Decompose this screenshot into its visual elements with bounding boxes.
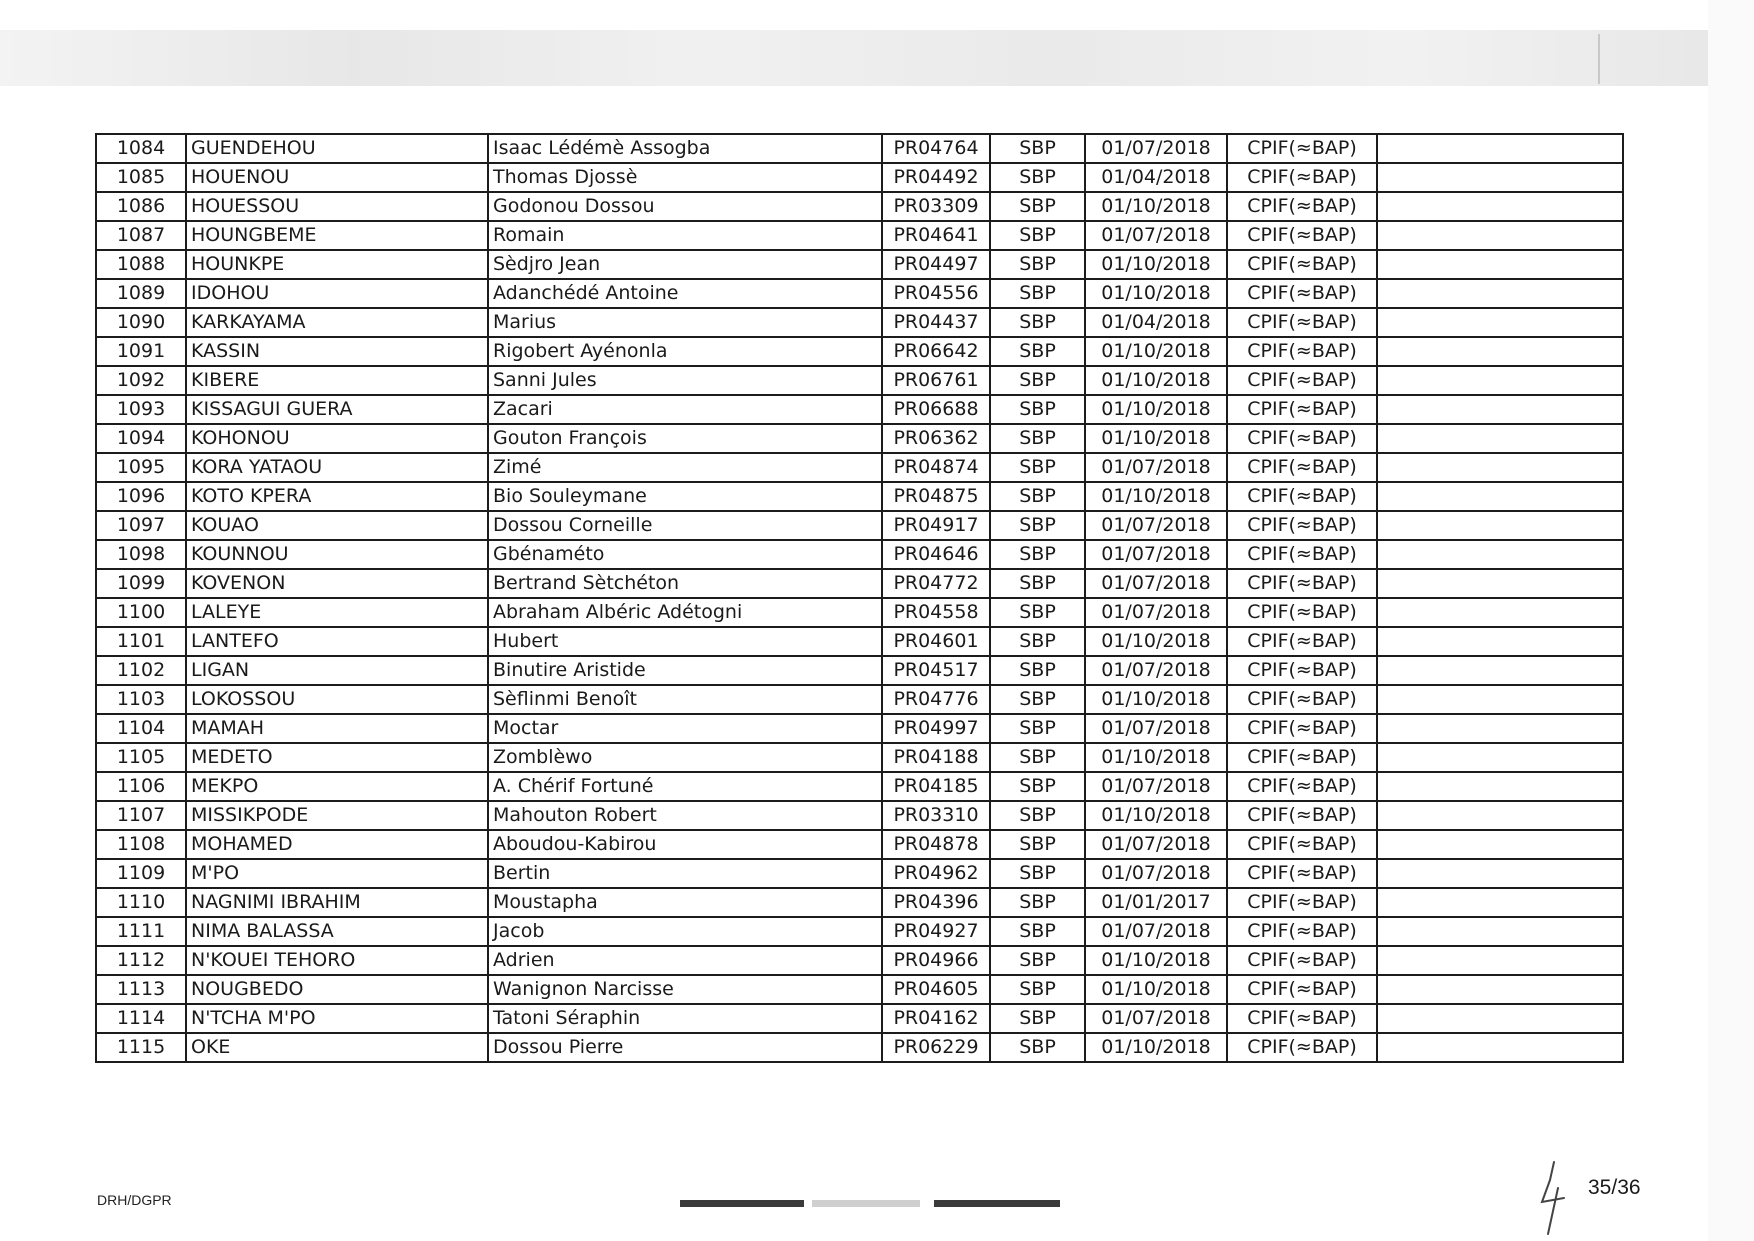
matricule-cell: PR04641 [882, 221, 990, 250]
effective-date-cell: 01/10/2018 [1085, 337, 1227, 366]
category-cell: SBP [990, 279, 1085, 308]
row-number-cell: 1104 [96, 714, 186, 743]
empty-cell [1377, 888, 1623, 917]
category-cell: SBP [990, 946, 1085, 975]
matricule-cell: PR04601 [882, 627, 990, 656]
last-name-cell: HOUENOU [186, 163, 488, 192]
first-names-cell: Abraham Albéric Adétogni [488, 598, 882, 627]
category-cell: SBP [990, 917, 1085, 946]
matricule-cell: PR04492 [882, 163, 990, 192]
table-row [96, 946, 1623, 975]
effective-date-cell: 01/07/2018 [1085, 772, 1227, 801]
first-names-cell: Tatoni Séraphin [488, 1004, 882, 1033]
last-name-cell: MEDETO [186, 743, 488, 772]
first-names-cell: Binutire Aristide [488, 656, 882, 685]
category-cell: SBP [990, 337, 1085, 366]
category-cell: SBP [990, 685, 1085, 714]
row-number-cell: 1097 [96, 511, 186, 540]
empty-cell [1377, 192, 1623, 221]
category-cell: SBP [990, 888, 1085, 917]
table-row [96, 395, 1623, 424]
empty-cell [1377, 917, 1623, 946]
table-row [96, 569, 1623, 598]
category-cell: SBP [990, 250, 1085, 279]
table-row [96, 656, 1623, 685]
effective-date-cell: 01/07/2018 [1085, 540, 1227, 569]
status-cell: CPIF(≈BAP) [1227, 975, 1377, 1004]
first-names-cell: Moctar [488, 714, 882, 743]
matricule-cell: PR04875 [882, 482, 990, 511]
matricule-cell: PR03309 [882, 192, 990, 221]
matricule-cell: PR04497 [882, 250, 990, 279]
matricule-cell: PR04188 [882, 743, 990, 772]
status-cell: CPIF(≈BAP) [1227, 656, 1377, 685]
last-name-cell: LANTEFO [186, 627, 488, 656]
table-row [96, 714, 1623, 743]
personnel-table-body [96, 134, 1623, 1062]
personnel-table [95, 133, 1624, 1063]
table-row [96, 134, 1623, 163]
matricule-cell: PR04772 [882, 569, 990, 598]
row-number-cell: 1109 [96, 859, 186, 888]
effective-date-cell: 01/01/2017 [1085, 888, 1227, 917]
table-row [96, 511, 1623, 540]
category-cell: SBP [990, 743, 1085, 772]
effective-date-cell: 01/07/2018 [1085, 830, 1227, 859]
empty-cell [1377, 772, 1623, 801]
table-row [96, 772, 1623, 801]
empty-cell [1377, 337, 1623, 366]
matricule-cell: PR04437 [882, 308, 990, 337]
status-cell: CPIF(≈BAP) [1227, 917, 1377, 946]
effective-date-cell: 01/04/2018 [1085, 163, 1227, 192]
category-cell: SBP [990, 830, 1085, 859]
footer-scan-bar [812, 1200, 920, 1207]
last-name-cell: LALEYE [186, 598, 488, 627]
first-names-cell: A. Chérif Fortuné [488, 772, 882, 801]
empty-cell [1377, 366, 1623, 395]
status-cell: CPIF(≈BAP) [1227, 134, 1377, 163]
first-names-cell: Jacob [488, 917, 882, 946]
effective-date-cell: 01/10/2018 [1085, 627, 1227, 656]
table-row [96, 1004, 1623, 1033]
row-number-cell: 1087 [96, 221, 186, 250]
last-name-cell: LIGAN [186, 656, 488, 685]
empty-cell [1377, 598, 1623, 627]
status-cell: CPIF(≈BAP) [1227, 308, 1377, 337]
matricule-cell: PR03310 [882, 801, 990, 830]
matricule-cell: PR04878 [882, 830, 990, 859]
category-cell: SBP [990, 569, 1085, 598]
category-cell: SBP [990, 598, 1085, 627]
effective-date-cell: 01/07/2018 [1085, 221, 1227, 250]
first-names-cell: Dossou Corneille [488, 511, 882, 540]
last-name-cell: NAGNIMI IBRAHIM [186, 888, 488, 917]
table-row [96, 975, 1623, 1004]
row-number-cell: 1101 [96, 627, 186, 656]
empty-cell [1377, 482, 1623, 511]
first-names-cell: Gbénaméto [488, 540, 882, 569]
last-name-cell: KOVENON [186, 569, 488, 598]
last-name-cell: GUENDEHOU [186, 134, 488, 163]
table-row [96, 917, 1623, 946]
empty-cell [1377, 656, 1623, 685]
effective-date-cell: 01/10/2018 [1085, 975, 1227, 1004]
status-cell: CPIF(≈BAP) [1227, 627, 1377, 656]
category-cell: SBP [990, 772, 1085, 801]
first-names-cell: Thomas Djossè [488, 163, 882, 192]
scan-right-edge [1708, 0, 1754, 1241]
last-name-cell: N'KOUEI TEHORO [186, 946, 488, 975]
table-row [96, 453, 1623, 482]
first-names-cell: Aboudou-Kabirou [488, 830, 882, 859]
row-number-cell: 1110 [96, 888, 186, 917]
last-name-cell: KASSIN [186, 337, 488, 366]
category-cell: SBP [990, 395, 1085, 424]
empty-cell [1377, 163, 1623, 192]
footer-department: DRH/DGPR [97, 1192, 172, 1208]
row-number-cell: 1108 [96, 830, 186, 859]
first-names-cell: Sanni Jules [488, 366, 882, 395]
table-row [96, 482, 1623, 511]
empty-cell [1377, 1004, 1623, 1033]
category-cell: SBP [990, 511, 1085, 540]
last-name-cell: HOUNGBEME [186, 221, 488, 250]
first-names-cell: Bertrand Sètchéton [488, 569, 882, 598]
effective-date-cell: 01/10/2018 [1085, 946, 1227, 975]
row-number-cell: 1090 [96, 308, 186, 337]
category-cell: SBP [990, 163, 1085, 192]
empty-cell [1377, 801, 1623, 830]
matricule-cell: PR04764 [882, 134, 990, 163]
effective-date-cell: 01/10/2018 [1085, 250, 1227, 279]
last-name-cell: LOKOSSOU [186, 685, 488, 714]
last-name-cell: N'TCHA M'PO [186, 1004, 488, 1033]
first-names-cell: Zimé [488, 453, 882, 482]
matricule-cell: PR04776 [882, 685, 990, 714]
table-row [96, 366, 1623, 395]
status-cell: CPIF(≈BAP) [1227, 1033, 1377, 1062]
first-names-cell: Zacari [488, 395, 882, 424]
last-name-cell: NIMA BALASSA [186, 917, 488, 946]
table-row [96, 627, 1623, 656]
table-row [96, 337, 1623, 366]
effective-date-cell: 01/04/2018 [1085, 308, 1227, 337]
table-row [96, 598, 1623, 627]
row-number-cell: 1107 [96, 801, 186, 830]
row-number-cell: 1103 [96, 685, 186, 714]
table-row [96, 830, 1623, 859]
first-names-cell: Dossou Pierre [488, 1033, 882, 1062]
first-names-cell: Sèdjro Jean [488, 250, 882, 279]
first-names-cell: Wanignon Narcisse [488, 975, 882, 1004]
table-row [96, 424, 1623, 453]
effective-date-cell: 01/07/2018 [1085, 917, 1227, 946]
row-number-cell: 1102 [96, 656, 186, 685]
matricule-cell: PR04185 [882, 772, 990, 801]
last-name-cell: HOUNKPE [186, 250, 488, 279]
status-cell: CPIF(≈BAP) [1227, 453, 1377, 482]
matricule-cell: PR04558 [882, 598, 990, 627]
empty-cell [1377, 685, 1623, 714]
empty-cell [1377, 569, 1623, 598]
status-cell: CPIF(≈BAP) [1227, 685, 1377, 714]
table-row [96, 279, 1623, 308]
matricule-cell: PR04646 [882, 540, 990, 569]
row-number-cell: 1113 [96, 975, 186, 1004]
category-cell: SBP [990, 424, 1085, 453]
matricule-cell: PR06761 [882, 366, 990, 395]
effective-date-cell: 01/10/2018 [1085, 743, 1227, 772]
effective-date-cell: 01/10/2018 [1085, 482, 1227, 511]
matricule-cell: PR06688 [882, 395, 990, 424]
last-name-cell: OKE [186, 1033, 488, 1062]
empty-cell [1377, 859, 1623, 888]
row-number-cell: 1111 [96, 917, 186, 946]
status-cell: CPIF(≈BAP) [1227, 482, 1377, 511]
page-number: 35/36 [1588, 1176, 1641, 1199]
category-cell: SBP [990, 1004, 1085, 1033]
empty-cell [1377, 453, 1623, 482]
status-cell: CPIF(≈BAP) [1227, 192, 1377, 221]
effective-date-cell: 01/07/2018 [1085, 714, 1227, 743]
category-cell: SBP [990, 859, 1085, 888]
empty-cell [1377, 511, 1623, 540]
last-name-cell: KISSAGUI GUERA [186, 395, 488, 424]
first-names-cell: Gouton François [488, 424, 882, 453]
status-cell: CPIF(≈BAP) [1227, 540, 1377, 569]
footer-scan-bar [680, 1200, 804, 1207]
table-row [96, 743, 1623, 772]
table-row [96, 1033, 1623, 1062]
status-cell: CPIF(≈BAP) [1227, 772, 1377, 801]
table-row [96, 221, 1623, 250]
first-names-cell: Isaac Lédémè Assogba [488, 134, 882, 163]
footer-scan-bar [934, 1200, 1060, 1207]
status-cell: CPIF(≈BAP) [1227, 337, 1377, 366]
table-row [96, 250, 1623, 279]
matricule-cell: PR04556 [882, 279, 990, 308]
matricule-cell: PR04605 [882, 975, 990, 1004]
status-cell: CPIF(≈BAP) [1227, 395, 1377, 424]
category-cell: SBP [990, 656, 1085, 685]
last-name-cell: KIBERE [186, 366, 488, 395]
row-number-cell: 1093 [96, 395, 186, 424]
first-names-cell: Adrien [488, 946, 882, 975]
status-cell: CPIF(≈BAP) [1227, 569, 1377, 598]
empty-cell [1377, 743, 1623, 772]
last-name-cell: M'PO [186, 859, 488, 888]
empty-cell [1377, 395, 1623, 424]
row-number-cell: 1114 [96, 1004, 186, 1033]
effective-date-cell: 01/07/2018 [1085, 656, 1227, 685]
row-number-cell: 1094 [96, 424, 186, 453]
status-cell: CPIF(≈BAP) [1227, 830, 1377, 859]
row-number-cell: 1095 [96, 453, 186, 482]
empty-cell [1377, 540, 1623, 569]
scan-header-mark [1598, 34, 1600, 84]
effective-date-cell: 01/10/2018 [1085, 279, 1227, 308]
effective-date-cell: 01/07/2018 [1085, 1004, 1227, 1033]
matricule-cell: PR04162 [882, 1004, 990, 1033]
empty-cell [1377, 627, 1623, 656]
matricule-cell: PR06642 [882, 337, 990, 366]
category-cell: SBP [990, 975, 1085, 1004]
category-cell: SBP [990, 482, 1085, 511]
row-number-cell: 1089 [96, 279, 186, 308]
status-cell: CPIF(≈BAP) [1227, 598, 1377, 627]
row-number-cell: 1085 [96, 163, 186, 192]
category-cell: SBP [990, 1033, 1085, 1062]
status-cell: CPIF(≈BAP) [1227, 511, 1377, 540]
matricule-cell: PR04917 [882, 511, 990, 540]
category-cell: SBP [990, 366, 1085, 395]
status-cell: CPIF(≈BAP) [1227, 1004, 1377, 1033]
matricule-cell: PR04997 [882, 714, 990, 743]
last-name-cell: KOHONOU [186, 424, 488, 453]
first-names-cell: Godonou Dossou [488, 192, 882, 221]
first-names-cell: Zomblèwo [488, 743, 882, 772]
last-name-cell: KORA YATAOU [186, 453, 488, 482]
row-number-cell: 1115 [96, 1033, 186, 1062]
empty-cell [1377, 221, 1623, 250]
effective-date-cell: 01/10/2018 [1085, 366, 1227, 395]
effective-date-cell: 01/07/2018 [1085, 134, 1227, 163]
table-row [96, 859, 1623, 888]
last-name-cell: MEKPO [186, 772, 488, 801]
empty-cell [1377, 250, 1623, 279]
table-row [96, 685, 1623, 714]
effective-date-cell: 01/07/2018 [1085, 569, 1227, 598]
empty-cell [1377, 308, 1623, 337]
effective-date-cell: 01/10/2018 [1085, 1033, 1227, 1062]
empty-cell [1377, 714, 1623, 743]
first-names-cell: Bertin [488, 859, 882, 888]
category-cell: SBP [990, 801, 1085, 830]
handwritten-initials [1520, 1158, 1584, 1238]
empty-cell [1377, 830, 1623, 859]
first-names-cell: Sèflinmi Benoît [488, 685, 882, 714]
matricule-cell: PR06362 [882, 424, 990, 453]
row-number-cell: 1099 [96, 569, 186, 598]
table-row [96, 801, 1623, 830]
status-cell: CPIF(≈BAP) [1227, 801, 1377, 830]
row-number-cell: 1098 [96, 540, 186, 569]
category-cell: SBP [990, 540, 1085, 569]
category-cell: SBP [990, 453, 1085, 482]
status-cell: CPIF(≈BAP) [1227, 743, 1377, 772]
table-row [96, 308, 1623, 337]
first-names-cell: Moustapha [488, 888, 882, 917]
first-names-cell: Marius [488, 308, 882, 337]
status-cell: CPIF(≈BAP) [1227, 163, 1377, 192]
category-cell: SBP [990, 221, 1085, 250]
effective-date-cell: 01/07/2018 [1085, 598, 1227, 627]
empty-cell [1377, 424, 1623, 453]
row-number-cell: 1091 [96, 337, 186, 366]
row-number-cell: 1106 [96, 772, 186, 801]
status-cell: CPIF(≈BAP) [1227, 221, 1377, 250]
category-cell: SBP [990, 714, 1085, 743]
row-number-cell: 1096 [96, 482, 186, 511]
status-cell: CPIF(≈BAP) [1227, 714, 1377, 743]
last-name-cell: MISSIKPODE [186, 801, 488, 830]
empty-cell [1377, 134, 1623, 163]
last-name-cell: MAMAH [186, 714, 488, 743]
effective-date-cell: 01/10/2018 [1085, 685, 1227, 714]
last-name-cell: KOUAO [186, 511, 488, 540]
first-names-cell: Romain [488, 221, 882, 250]
row-number-cell: 1088 [96, 250, 186, 279]
status-cell: CPIF(≈BAP) [1227, 279, 1377, 308]
effective-date-cell: 01/10/2018 [1085, 395, 1227, 424]
table-row [96, 540, 1623, 569]
row-number-cell: 1084 [96, 134, 186, 163]
first-names-cell: Adanchédé Antoine [488, 279, 882, 308]
category-cell: SBP [990, 627, 1085, 656]
status-cell: CPIF(≈BAP) [1227, 859, 1377, 888]
empty-cell [1377, 946, 1623, 975]
effective-date-cell: 01/07/2018 [1085, 453, 1227, 482]
table-row [96, 192, 1623, 221]
row-number-cell: 1086 [96, 192, 186, 221]
first-names-cell: Rigobert Ayénonla [488, 337, 882, 366]
scan-header-band [0, 30, 1754, 86]
status-cell: CPIF(≈BAP) [1227, 250, 1377, 279]
effective-date-cell: 01/07/2018 [1085, 511, 1227, 540]
effective-date-cell: 01/07/2018 [1085, 859, 1227, 888]
category-cell: SBP [990, 134, 1085, 163]
first-names-cell: Hubert [488, 627, 882, 656]
row-number-cell: 1100 [96, 598, 186, 627]
first-names-cell: Bio Souleymane [488, 482, 882, 511]
last-name-cell: KOTO KPERA [186, 482, 488, 511]
last-name-cell: KARKAYAMA [186, 308, 488, 337]
matricule-cell: PR04966 [882, 946, 990, 975]
row-number-cell: 1112 [96, 946, 186, 975]
category-cell: SBP [990, 308, 1085, 337]
last-name-cell: IDOHOU [186, 279, 488, 308]
matricule-cell: PR04396 [882, 888, 990, 917]
row-number-cell: 1092 [96, 366, 186, 395]
status-cell: CPIF(≈BAP) [1227, 424, 1377, 453]
last-name-cell: NOUGBEDO [186, 975, 488, 1004]
matricule-cell: PR04517 [882, 656, 990, 685]
effective-date-cell: 01/10/2018 [1085, 424, 1227, 453]
category-cell: SBP [990, 192, 1085, 221]
empty-cell [1377, 975, 1623, 1004]
empty-cell [1377, 1033, 1623, 1062]
first-names-cell: Mahouton Robert [488, 801, 882, 830]
effective-date-cell: 01/10/2018 [1085, 801, 1227, 830]
last-name-cell: KOUNNOU [186, 540, 488, 569]
last-name-cell: HOUESSOU [186, 192, 488, 221]
matricule-cell: PR04927 [882, 917, 990, 946]
matricule-cell: PR04962 [882, 859, 990, 888]
last-name-cell: MOHAMED [186, 830, 488, 859]
matricule-cell: PR04874 [882, 453, 990, 482]
table-row [96, 163, 1623, 192]
row-number-cell: 1105 [96, 743, 186, 772]
status-cell: CPIF(≈BAP) [1227, 366, 1377, 395]
table-row [96, 888, 1623, 917]
empty-cell [1377, 279, 1623, 308]
matricule-cell: PR06229 [882, 1033, 990, 1062]
status-cell: CPIF(≈BAP) [1227, 946, 1377, 975]
effective-date-cell: 01/10/2018 [1085, 192, 1227, 221]
status-cell: CPIF(≈BAP) [1227, 888, 1377, 917]
